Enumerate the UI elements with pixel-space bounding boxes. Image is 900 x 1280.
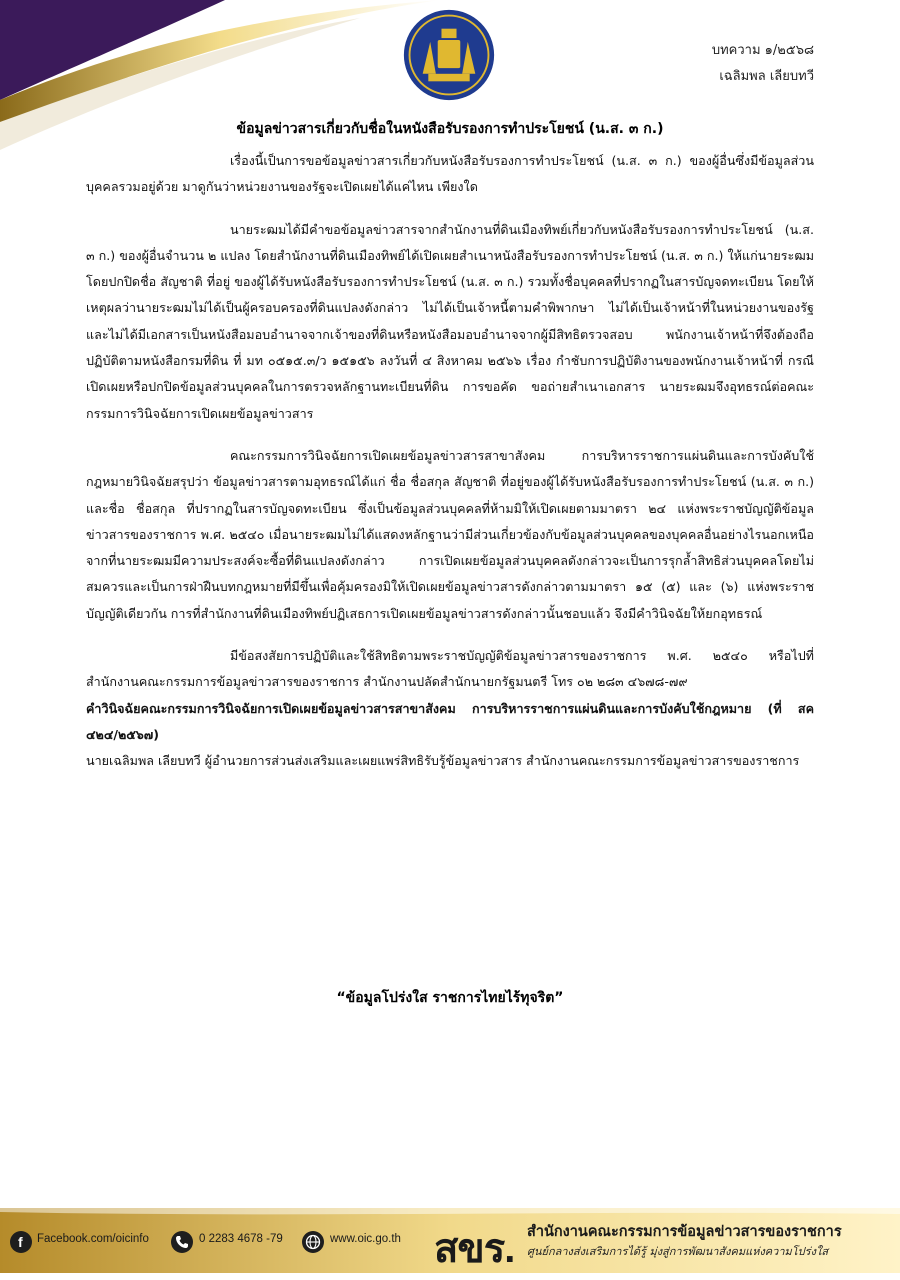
author-credit: นายเฉลิมพล เลียบทวี ผู้อำนวยการส่วนส่งเสริมและเผยแพร่สิทธิรับรู้ข้อมูลข่าวสาร สำนักงานคณะกรรมการข้อมูลข่าวสารของราชการ [86, 753, 800, 769]
facts-paragraph: นายระฒมได้มีคำขอข้อมูลข่าวสารจากสำนักงานที่ดินเมืองทิพย์เกี่ยวกับหนังสือรับรองการทำประโยชน์ (น.ส. ๓ ก.) ของผู้อื่นจำนวน ๒ แปลง โดยสำนักงานที่ดินเมืองทิพย์ได้เปิดเผยสำเนาหนังสือรับรองการทำประโยชน์ (น.ส. ๓ ก.) ให้แก่นายระฒมโดยปกปิดชื่อ สัญชาติ ที่อยู่ ของผู้ได้รับหนังสือรับรองการทำประโยชน์ (น.ส. ๓ ก.) รวมทั้งชื่อบุคคลที่ปรากฏในสารบัญจดทะเบียน โดยให้เหตุผลว่านายระฒมไม่ได้เป็นผู้ครอบครองที่ดินแปลงดังกล่าว ไม่ได้เป็นเจ้าหนี้ตามคำพิพากษา ไม่ได้เป็นเจ้าหน้าที่ในหน่วยงานของรัฐ และไม่ได้มีเอกสารเป็นหนังสือมอบอำนาจจากเจ้าของที่ดินหรือหนังสือมอบอำนาจจากผู้มีสิทธิตรวจสอบ พนักงานเจ้าหน้าที่จึงต้องถือปฏิบัติตามหนังสือกรมที่ดิน ที่ มท ๐๕๑๕.๓/ว ๑๕๑๕๖ ลงวันที่ ๔ สิงหาคม ๒๕๖๖ เรื่อง กำชับการปฏิบัติงานของพนักงานเจ้าหน้าที่ กรณีเปิดเผยหรือปกปิดข้อมูลส่วนบุคคลในการตรวจหลักฐานทะเบียนที่ดิน การขอคัด ขอถ่ายสำเนาเอกสาร นายระฒมจึงอุทธรณ์ต่อคณะกรรมการวินิจฉัยการเปิดเผยข้อมูลข่าวสาร [86, 221, 814, 421]
agency-tagline: ศูนย์กลางส่งเสริมการได้รู้ มุ่งสู่การพัฒนาสังคมแห่งความโปร่งใส [527, 1245, 829, 1258]
agency-name: สำนักงานคณะกรรมการข้อมูลข่าวสารของราชการ [527, 1224, 842, 1240]
header-author: เฉลิมพล เลียบทวี [719, 69, 814, 84]
facebook-link[interactable]: Facebook.com/oicinfo [37, 1233, 149, 1245]
slogan: “ข้อมูลโปร่งใส ราชการไทยไร้ทุจริต” [336, 990, 564, 1006]
globe-icon [302, 1231, 324, 1253]
website-link[interactable]: www.oic.go.th [330, 1233, 401, 1245]
decision-reference: คำวินิจฉัยคณะกรรมการวินิจฉัยการเปิดเผยข้อมูลข่าวสารสาขาสังคม การบริหารราชการแผ่นดินและการบังคับใช้กฎหมาย (ที่ สค ๔๒๔/๒๕๖๗) [86, 700, 814, 742]
footer [0, 1208, 900, 1273]
document-title: ข้อมูลข่าวสารเกี่ยวกับชื่อในหนังสือรับรองการทำประโยชน์ (น.ส. ๓ ก.) [236, 121, 664, 137]
oic-logo-text: สขร. [434, 1227, 515, 1271]
document-body [86, 148, 814, 775]
government-emblem [402, 8, 496, 102]
phone-number: 0 2283 4678 -79 [199, 1233, 283, 1245]
document-reference [712, 38, 814, 90]
contact-paragraph: มีข้อสงสัยการปฏิบัติและใช้สิทธิตามพระราชบัญญัติข้อมูลข่าวสารของราชการ พ.ศ. ๒๕๔๐ หรือไปที่ สำนักงานคณะกรรมการข้อมูลข่าวสารของราชการ สำนักงานปลัดสำนักนายกรัฐมนตรี โทร ๐๒ ๒๘๓ ๔๖๗๘-๗๙ [86, 648, 814, 690]
svg-text:f: f [18, 1234, 23, 1250]
intro-paragraph: เรื่องนี้เป็นการขอข้อมูลข่าวสารเกี่ยวกับหนังสือรับรองการทำประโยชน์ (น.ส. ๓ ก.) ของผู้อื่นซึ่งมีข้อมูลส่วนบุคคลรวมอยู่ด้วย มาดูกันว่าหน่วยงานของรัฐจะเปิดเผยได้แค่ไหน เพียงใด [86, 153, 814, 195]
decision-paragraph: คณะกรรมการวินิจฉัยการเปิดเผยข้อมูลข่าวสารสาขาสังคม การบริหารราชการแผ่นดินและการบังคับใช้กฎหมายวินิจฉัยสรุปว่า ข้อมูลข่าวสารตามอุทธรณ์ได้แก่ ชื่อ ชื่อสกุล สัญชาติ ที่อยู่ของผู้ได้รับหนังสือรับรองการทำประโยชน์ (น.ส. ๓ ก.) และชื่อ ชื่อสกุล ที่ปรากฏในสารบัญจดทะเบียน ซึ่งเป็นข้อมูลส่วนบุคคลที่ห้ามมิให้เปิดเผยตามมาตรา ๒๔ แห่งพระราชบัญญัติข้อมูลข่าวสารของราชการ พ.ศ. ๒๕๔๐ เมื่อนายระฒมไม่ได้แสดงหลักฐานว่ามีส่วนเกี่ยวข้องกับข้อมูลส่วนบุคคลของบุคคลอื่นอย่างไรนอกเหนือจากที่นายระฒมมีความประสงค์จะซื้อที่ดินแปลงดังกล่าว การเปิดเผยข้อมูลส่วนบุคคลดังกล่าวจะเป็นการรุกล้ำสิทธิส่วนบุคคลโดยไม่สมควรและเป็นการฝ่าฝืนบทกฎหมายที่มีขึ้นเพื่อคุ้มครองมิให้เปิดเผยข้อมูลข่าวสารดังกล่าวตามมาตรา ๑๕ (๕) และ (๖) แห่งพระราชบัญญัติเดียวกัน การที่สำนักงานที่ดินเมืองทิพย์ปฏิเสธการเปิดเผยข้อมูลข่าวสารดังกล่าวนั้นชอบแล้ว จึงมีคำวินิจฉัยให้ยกอุทธรณ์ [86, 447, 814, 621]
phone-icon [171, 1231, 193, 1253]
facebook-icon[interactable] [10, 1231, 32, 1253]
reference-number: บทความ ๑/๒๕๖๘ [711, 43, 814, 58]
